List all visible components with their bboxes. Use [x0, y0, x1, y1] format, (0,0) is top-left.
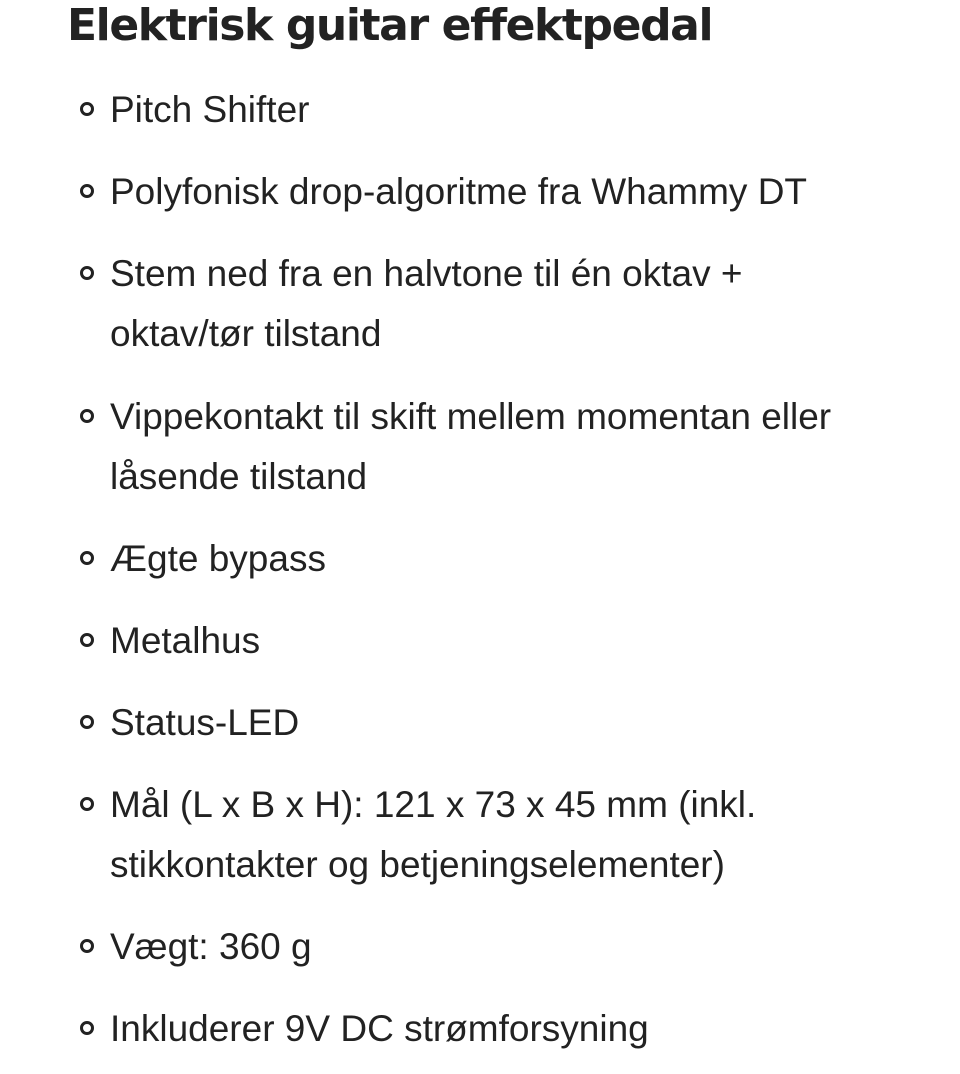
bullet-icon	[80, 633, 94, 647]
bullet-icon	[80, 1021, 94, 1035]
bullet-icon	[80, 715, 94, 729]
bullet-icon	[80, 939, 94, 953]
bullet-icon	[80, 184, 94, 198]
list-item-line: oktav/tør tilstand	[110, 313, 382, 354]
list-item-text	[110, 693, 930, 753]
bullet-icon	[80, 551, 94, 565]
list-item-line: Stem ned fra en halvtone til én oktav +	[110, 253, 743, 294]
list-item-text	[110, 917, 930, 977]
list-item-line: Vippekontakt til skift mellem momentan eller	[110, 396, 832, 437]
list-item-line: Polyfonisk drop-algoritme fra Whammy DT	[110, 171, 808, 212]
list-item-line: Pitch Shifter	[110, 89, 310, 130]
list-item-line: Metalhus	[110, 620, 261, 661]
list-item-text	[110, 999, 930, 1059]
list-item-text	[110, 529, 930, 589]
bullet-icon	[80, 266, 94, 280]
list-item-line: Ægte bypass	[110, 538, 326, 579]
list-item-line: Status-LED	[110, 702, 300, 743]
list-item-text	[110, 775, 930, 895]
bullet-icon	[80, 102, 94, 116]
list-item-line: Inkluderer 9V DC strømforsyning	[110, 1008, 649, 1049]
bullet-icon	[80, 797, 94, 811]
list-item-text	[110, 244, 930, 364]
list-item-text	[110, 80, 930, 140]
bullet-icon	[80, 409, 94, 423]
list-item-line: Vægt: 360 g	[110, 926, 312, 967]
page-title: Elektrisk guitar effektpedal	[67, 0, 713, 51]
list-item-text	[110, 162, 930, 222]
list-item-line: Mål (L x B x H): 121 x 73 x 45 mm (inkl.	[110, 784, 757, 825]
list-item-line: stikkontakter og betjeningselementer)	[110, 844, 725, 885]
list-item-text	[110, 387, 930, 507]
list-item-line: låsende tilstand	[110, 456, 368, 497]
list-item-text	[110, 611, 930, 671]
